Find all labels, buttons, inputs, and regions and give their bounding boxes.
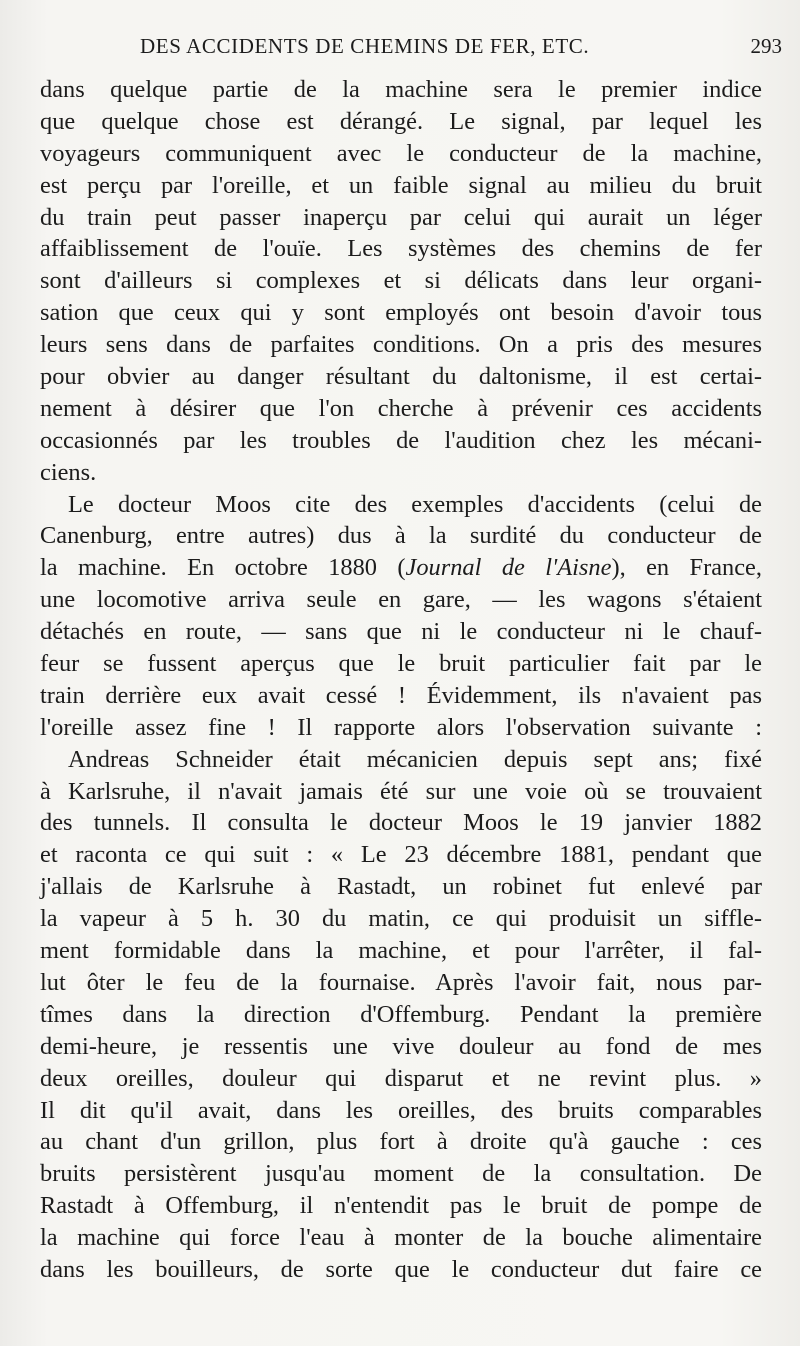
text-line: une locomotive arriva seule en gare, — les wagons s'étaient: [40, 586, 762, 614]
text-line: l'oreille assez fine ! Il rapporte alors l'observation suivante :: [40, 713, 762, 741]
text-line: affaiblissement de l'ouïe. Les systèmes des chemins de fer: [40, 235, 762, 263]
paragraph-1: [40, 74, 762, 489]
paragraph-2: [40, 489, 762, 744]
page-header: [40, 34, 782, 64]
text-line: Le docteur Moos cite des exemples d'accidents (celui de: [68, 490, 762, 518]
text-line: tîmes dans la direction d'Offemburg. Pendant la première: [40, 1000, 762, 1028]
text-line: que quelque chose est dérangé. Le signal, par lequel les: [40, 107, 762, 135]
text-line: la machine. En octobre 1880 (Journal de l'Aisne), en France,: [40, 554, 762, 582]
text-line: j'allais de Karlsruhe à Rastadt, un robinet fut enlevé par: [40, 873, 762, 901]
text-line: la vapeur à 5 h. 30 du matin, ce qui produisit un siffle-: [40, 905, 762, 933]
text-line: dans quelque partie de la machine sera le premier indice: [40, 76, 762, 103]
text-line: et raconta ce qui suit : « Le 23 décembre 1881, pendant que: [40, 841, 762, 869]
text-line: leurs sens dans de parfaites conditions. On a pris des mesures: [40, 331, 762, 359]
text-line: la machine qui force l'eau à monter de la bouche alimentaire: [40, 1224, 762, 1252]
text-line: des tunnels. Il consulta le docteur Moos le 19 janvier 1882: [40, 809, 762, 837]
text-line: nement à désirer que l'on cherche à prévenir ces accidents: [40, 394, 762, 422]
text-line: lut ôter le feu de la fournaise. Après l'avoir fait, nous par-: [40, 968, 762, 996]
text-line: est perçu par l'oreille, et un faible signal au milieu du bruit: [40, 171, 762, 199]
text-line: deux oreilles, douleur qui disparut et ne revint plus. »: [40, 1064, 762, 1092]
text-line: train derrière eux avait cessé ! Évidemment, ils n'avaient pas: [40, 681, 762, 709]
text-line: dans les bouilleurs, de sorte que le conducteur dut faire ce: [40, 1255, 762, 1283]
text-line: détachés en route, — sans que ni le conducteur ni le chauf-: [40, 618, 762, 646]
text-line: Il dit qu'il avait, dans les oreilles, des bruits comparables: [40, 1096, 762, 1124]
text-line: à Karlsruhe, il n'avait jamais été sur une voie où se trouvaient: [40, 777, 762, 805]
text-line: ment formidable dans la machine, et pour l'arrêter, il fal-: [40, 937, 762, 965]
text-line: sont d'ailleurs si complexes et si délicats dans leur organi-: [40, 267, 762, 295]
text-line: sation que ceux qui y sont employés ont besoin d'avoir tous: [40, 299, 762, 327]
text-line: ciens.: [40, 458, 97, 486]
text-line: pour obvier au danger résultant du daltonisme, il est certai-: [40, 363, 762, 391]
text-line: du train peut passer inaperçu par celui qui aurait un léger: [40, 203, 762, 231]
text-line: Rastadt à Offemburg, il n'entendit pas le bruit de pompe de: [40, 1192, 762, 1220]
running-title: DES ACCIDENTS DE CHEMINS DE FER, ETC.: [140, 34, 590, 58]
paragraph-3: [40, 744, 762, 1286]
body-text: [40, 74, 762, 1286]
journal-title: Journal de l'Aisne: [405, 554, 612, 582]
text-line: au chant d'un grillon, plus fort à droite qu'à gauche : ces: [40, 1128, 762, 1156]
text-line: Andreas Schneider était mécanicien depuis sept ans; fixé: [68, 745, 762, 773]
page-number: 293: [750, 34, 782, 58]
text-line: Canenburg, entre autres) dus à la surdité du conducteur de: [40, 522, 762, 550]
text-line: demi-heure, je ressentis une vive douleur au fond de mes: [40, 1032, 762, 1060]
text-line: occasionnés par les troubles de l'audition chez les mécani-: [40, 426, 762, 454]
text-line: voyageurs communiquent avec le conducteur de la machine,: [40, 139, 762, 167]
text-line: feur se fussent aperçus que le bruit particulier fait par le: [40, 650, 762, 678]
text-line: bruits persistèrent jusqu'au moment de la consultation. De: [40, 1160, 762, 1188]
